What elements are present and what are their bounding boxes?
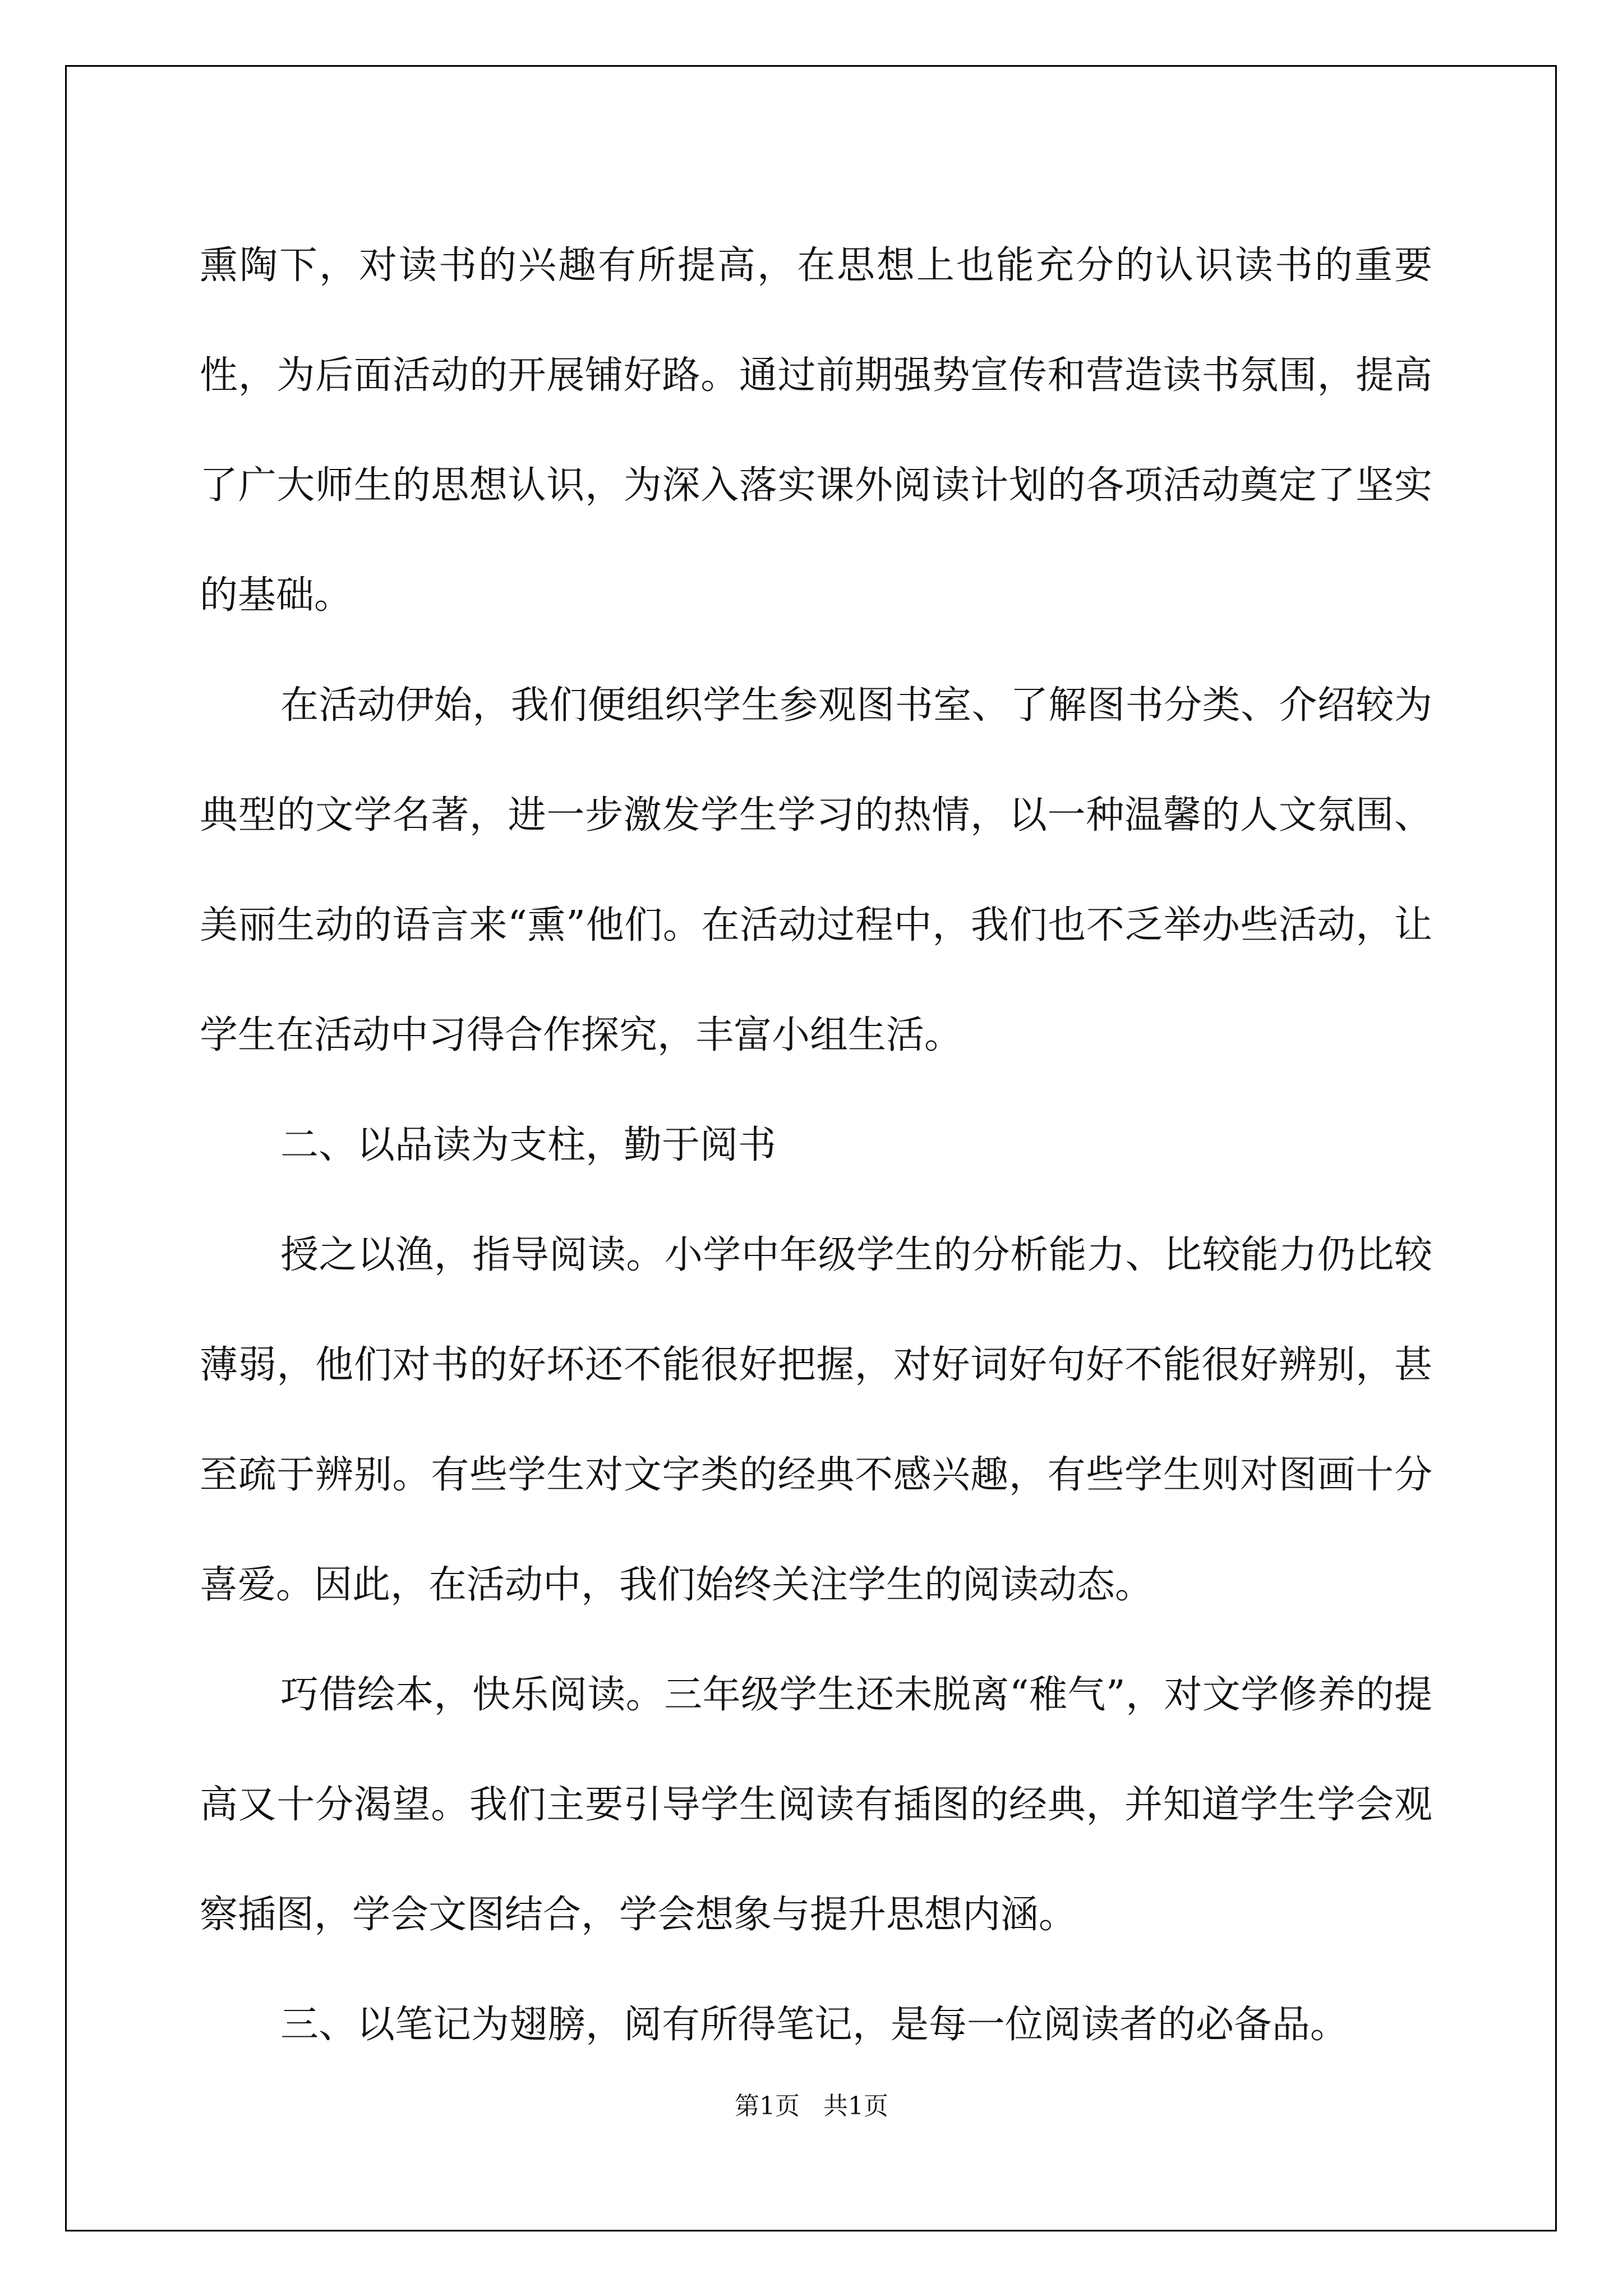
paragraph-3: 授之以渔，指导阅读。小学中年级学生的分析能力、比较能力仍比较薄弱，他们对书的好坏还不能很好把握，对好词好句好不能很好辨别，甚至疏于辨别。有些学生对文字类的经典不感兴趣，有些学生则对图画十分喜爱。因此，在活动中，我们始终关注学生的阅读动态。	[200, 1233, 1432, 1607]
paragraph-1: 熏陶下，对读书的兴趣有所提高，在思想上也能充分的认识读书的重要性，为后面活动的开展铺好路。通过前期强势宣传和营造读书氛围，提高了广大师生的思想认识，为深入落实课外阅读计划的各项活动奠定了坚实的基础。	[200, 243, 1432, 618]
document-body	[200, 211, 1432, 2080]
section-heading-3: 三、以笔记为翅膀，阅有所得笔记，是每一位阅读者的必备品。	[280, 2003, 1349, 2047]
page-footer	[0, 2086, 1623, 2122]
page-number: 第1页	[735, 2092, 800, 2120]
paragraph-4: 巧借绘本，快乐阅读。三年级学生还未脱离“稚气”，对文学修养的提高又十分渴望。我们主要引导学生阅读有插图的经典，并知道学生学会观察插图，学会文图结合，学会想象与提升思想内涵。	[200, 1673, 1432, 1937]
paragraph-2: 在活动伊始，我们便组织学生参观图书室、了解图书分类、介绍较为典型的文学名著，进一步激发学生学习的热情，以一种温馨的人文氛围、美丽生动的语言来“熏”他们。在活动过程中，我们也不乏举办些活动，让学生在活动中习得合作探究，丰富小组生活。	[200, 683, 1432, 1057]
section-heading-2: 二、以品读为支柱，勤于阅书	[280, 1123, 777, 1167]
page-total: 共1页	[823, 2092, 888, 2120]
